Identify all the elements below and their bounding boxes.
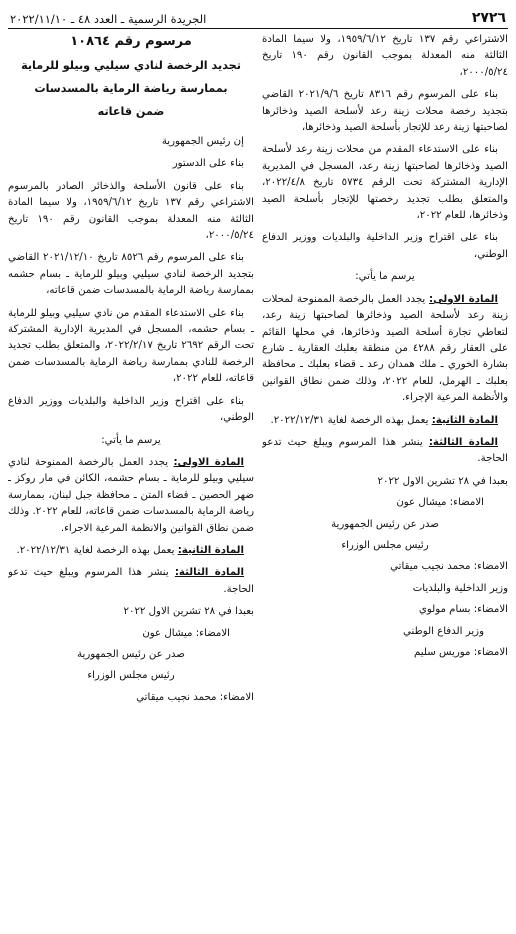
article-label: المادة الاولى: (429, 293, 498, 305)
interior-minister-signature: الامضاء: بسام مولوي (418, 604, 508, 616)
pm-title: رئيس مجلس الوزراء (341, 539, 429, 551)
left-column (8, 32, 254, 928)
decree-date: بعبدا في ٢٨ تشرين الاول ٢٠٢٢ (377, 475, 508, 487)
decree-subtitle: بممارسة رياضة الرماية بالمسدسات (34, 82, 228, 95)
paragraph: بناء على المرسوم رقم ٨٣١٦ تاريخ ٢٠٢١/٩/٦ القاضي بتجديد رخصة محلات زينة رعد لأسلحة الصيد وذخائرها لصاحبتها زينة رعد للإتجار بأسلحة الصيد وذخائرها، (262, 89, 508, 134)
issued-by: صدر عن رئيس الجمهورية (77, 648, 185, 660)
president-signature: الامضاء: ميشال عون (396, 497, 484, 509)
decree-statement: يرسم ما يأتي: (355, 271, 415, 283)
paragraph: بناء على اقتراح وزير الداخلية والبلديات ووزير الدفاع الوطني، (262, 232, 508, 260)
paragraph: بناء على المرسوم رقم ٨٥٢٦ تاريخ ٢٠٢١/١٢/١٠ القاضي بتجديد الرخصة لنادي سيليي وبيلو للرماية ـ بسام حشمه بممارسة رياضة الرماية بالمسدسات ضمن قاعاته، (8, 252, 254, 297)
article-text: يعمل بهذه الرخصة لغاية ٢٠٢٢/١٢/٣١. (16, 544, 175, 556)
decree-date: بعبدا في ٢٨ تشرين الاول ٢٠٢٢ (123, 606, 254, 618)
decree-subtitle: تجديد الرخصة لنادي سيليي وبيلو للرماية (21, 59, 241, 72)
columns (8, 32, 508, 928)
article-3 (262, 435, 508, 468)
article-text: يعمل بهذه الرخصة لغاية ٢٠٢٢/١٢/٣١. (270, 414, 429, 426)
article-text: يجدد العمل بالرخصة الممنوحة لنادي سيليي وبيلو للرماية ـ بسام حشمه، الكائن في مار روكز ـ ضهر الحصين ـ قضاء المتن ـ محافظة جبل لبنان، بممارسة رياضة الرماية بالمسدسات ضمن قاعاته، للعام ٢٠٢٢. وذلك ضمن نطاق القوانين والانظمة المرعية الاجراء. (8, 456, 254, 534)
decree-subtitle: ضمن قاعاته (97, 105, 165, 118)
article-label: المادة الثانية: (177, 544, 244, 556)
article-1 (8, 455, 254, 537)
issued-by: صدر عن رئيس الجمهورية (331, 518, 439, 530)
article-text: ينشر هذا المرسوم ويبلغ حيث تدعو الحاجة. (8, 567, 254, 595)
page-header (8, 0, 508, 29)
decree-title: مرسوم رقم ١٠٨٦٤ (70, 34, 192, 49)
paragraph: بناء على اقتراح وزير الداخلية والبلديات ووزير الدفاع الوطني، (8, 395, 254, 424)
pm-title: رئيس مجلس الوزراء (87, 670, 175, 682)
defense-minister-signature: الامضاء: موريس سليم (414, 647, 508, 658)
gazette-title: الجريدة الرسمية ـ العدد ٤٨ ـ ٢٠٢٢/١١/١٠ (10, 12, 207, 26)
paragraph: بناء على الاستدعاء المقدم من نادي سيليي وبيلو للرماية ـ بسام حشمه، المسجل في المديرية الإدارية المشتركة تحت الرقم ٢٦٩٢ تاريخ ٢٠٢٢/٢/١٧، والمتعلق بطلب تجديد الرخصة للنادي بممارسة رياضة الرماية بالمسدسات ضمن قاعاته، للعام ٢٠٢٢، (8, 307, 254, 385)
article-label: المادة الاولى: (173, 456, 244, 468)
article-label: المادة الثالثة: (428, 436, 498, 448)
pm-signature: الامضاء: محمد نجيب ميقاتي (390, 561, 508, 573)
defense-minister-title: وزير الدفاع الوطني (403, 625, 484, 637)
page-number: ٢٧٢٦ (471, 10, 506, 26)
article-3 (8, 565, 254, 598)
article-label: المادة الثالثة: (174, 567, 244, 579)
paragraph: الاشتراعي رقم ١٣٧ تاريخ ١٩٥٩/٦/١٢، ولا سيما المادة الثالثة منه المعدلة بموجب القانون رقم ١٩٠ تاريخ ٢٠٠٠/٥/٢٤، (262, 34, 508, 78)
paragraph: بناء على قانون الأسلحة والذخائر الصادر بالمرسوم الاشتراعي رقم ١٣٧ تاريخ ١٩٥٩/٦/١٢، ولا سيما المادة الثالثة منه المعدلة بموجب القانون رقم ١٩٠ تاريخ ٢٠٠٠/٥/٢٤، (8, 180, 254, 242)
article-2 (8, 543, 254, 559)
article-text: يجدد العمل بالرخصة الممنوحة لمحلات زينة رعد لأسلحة الصيد وذخائرها لصاحبتها زينة رعد، لتعاطي تجارة أسلحة الصيد وذخائرها، في محلها القائم على العقار رقم ٤٢٨٨ من منطقة بعلبك العقارية ـ شارع بشارة الخوري ـ ملك همدان رعد ـ قضاء بعلبك ـ محافظة بعلبك ـ الهرمل، للعام ٢٠٢٢، وذلك ضمن نطاق القوانين والأنظمة المرعية الإجراء. (262, 293, 508, 404)
article-2 (262, 413, 508, 429)
paragraph: بناء على الدستور (172, 158, 244, 170)
decree-statement: يرسم ما يأتي: (101, 434, 161, 446)
president-signature: الامضاء: ميشال عون (142, 627, 230, 639)
president-line: إن رئيس الجمهورية (161, 136, 244, 147)
right-column (262, 32, 508, 928)
paragraph: بناء على الاستدعاء المقدم من محلات زينة رعد لأسلحة الصيد وذخائرها لصاحبتها زينة رعد، المسجل في المديرية الإدارية المشتركة تحت الرقم ٥٧٣٤ تاريخ ٢٠٢٢/٤/٨، والمتعلق بطلب تجديد رخصتها للإتجار بأسلحة الصيد وذخائرها، للعام ٢٠٢٢، (262, 144, 508, 222)
article-1 (262, 292, 508, 407)
article-label: المادة الثانية: (431, 414, 498, 426)
article-text: ينشر هذا المرسوم ويبلغ حيث تدعو الحاجة. (262, 436, 508, 465)
pm-signature: الامضاء: محمد نجيب ميقاتي (136, 691, 254, 703)
interior-minister-title: وزير الداخلية والبلديات (412, 582, 508, 594)
